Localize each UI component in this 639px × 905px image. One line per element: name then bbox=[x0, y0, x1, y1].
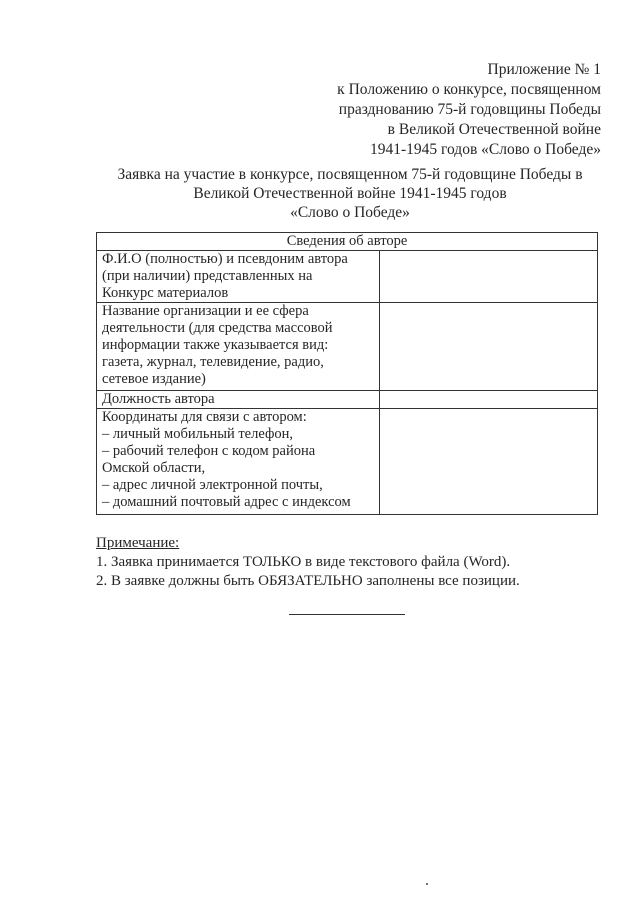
appendix-line: празднованию 75-й годовщины Победы bbox=[338, 101, 601, 118]
table-row bbox=[97, 409, 598, 515]
label-line: Омской области, bbox=[102, 460, 206, 476]
label-line: Должность автора bbox=[102, 391, 215, 407]
appendix-line: Приложение № 1 bbox=[487, 61, 601, 78]
table-row bbox=[97, 303, 598, 391]
page-speck bbox=[426, 883, 428, 885]
label-line: – адрес личной электронной почты, bbox=[102, 477, 323, 493]
appendix-line: 1941-1945 годов «Слово о Победе» bbox=[370, 141, 601, 158]
row-label-fio bbox=[97, 251, 380, 303]
label-line: Конкурс материалов bbox=[102, 285, 229, 301]
title-line: Заявка на участие в конкурсе, посвященном 75-й годовщине Победы в bbox=[117, 166, 583, 183]
row-label-contacts bbox=[97, 409, 380, 515]
label-line: сетевое издание) bbox=[102, 371, 206, 387]
label-line: (при наличии) представленных на bbox=[102, 268, 313, 284]
label-line: Название организации и ее сфера bbox=[102, 303, 309, 319]
note-item: 2. В заявке должны быть ОБЯЗАТЕЛЬНО заполнены все позиции. bbox=[96, 573, 520, 589]
label-line: – личный мобильный телефон, bbox=[102, 426, 293, 442]
contacts-value-field[interactable] bbox=[380, 409, 598, 515]
row-label-position bbox=[97, 391, 380, 409]
label-line: Координаты для связи с автором: bbox=[102, 409, 307, 425]
position-value-field[interactable] bbox=[380, 391, 598, 409]
row-label-organization bbox=[97, 303, 380, 391]
label-line: информации также указывается вид: bbox=[102, 337, 329, 353]
closing-divider bbox=[289, 614, 405, 615]
document-title bbox=[60, 165, 639, 222]
label-line: – домашний почтовый адрес с индексом bbox=[102, 494, 351, 510]
organization-value-field[interactable] bbox=[380, 303, 598, 391]
appendix-line: к Положению о конкурсе, посвященном bbox=[337, 81, 601, 98]
table-header: Сведения об авторе bbox=[97, 233, 598, 251]
note-block bbox=[96, 534, 520, 591]
appendix-line: в Великой Отечественной войне bbox=[387, 121, 601, 138]
table-row bbox=[97, 251, 598, 303]
note-item: 1. Заявка принимается ТОЛЬКО в виде текстового файла (Word). bbox=[96, 554, 511, 570]
title-line: Великой Отечественной войне 1941-1945 годов bbox=[193, 185, 507, 202]
label-line: Ф.И.О (полностью) и псевдоним автора bbox=[102, 251, 348, 267]
label-line: газета, журнал, телевидение, радио, bbox=[102, 354, 324, 370]
table-row bbox=[97, 391, 598, 409]
fio-value-field[interactable] bbox=[380, 251, 598, 303]
note-heading: Примечание: bbox=[96, 535, 180, 551]
title-line: «Слово о Победе» bbox=[290, 204, 410, 221]
appendix-block bbox=[281, 60, 601, 160]
label-line: деятельности (для средства массовой bbox=[102, 320, 333, 336]
author-info-table bbox=[96, 232, 598, 515]
label-line: – рабочий телефон с кодом района bbox=[102, 443, 316, 459]
